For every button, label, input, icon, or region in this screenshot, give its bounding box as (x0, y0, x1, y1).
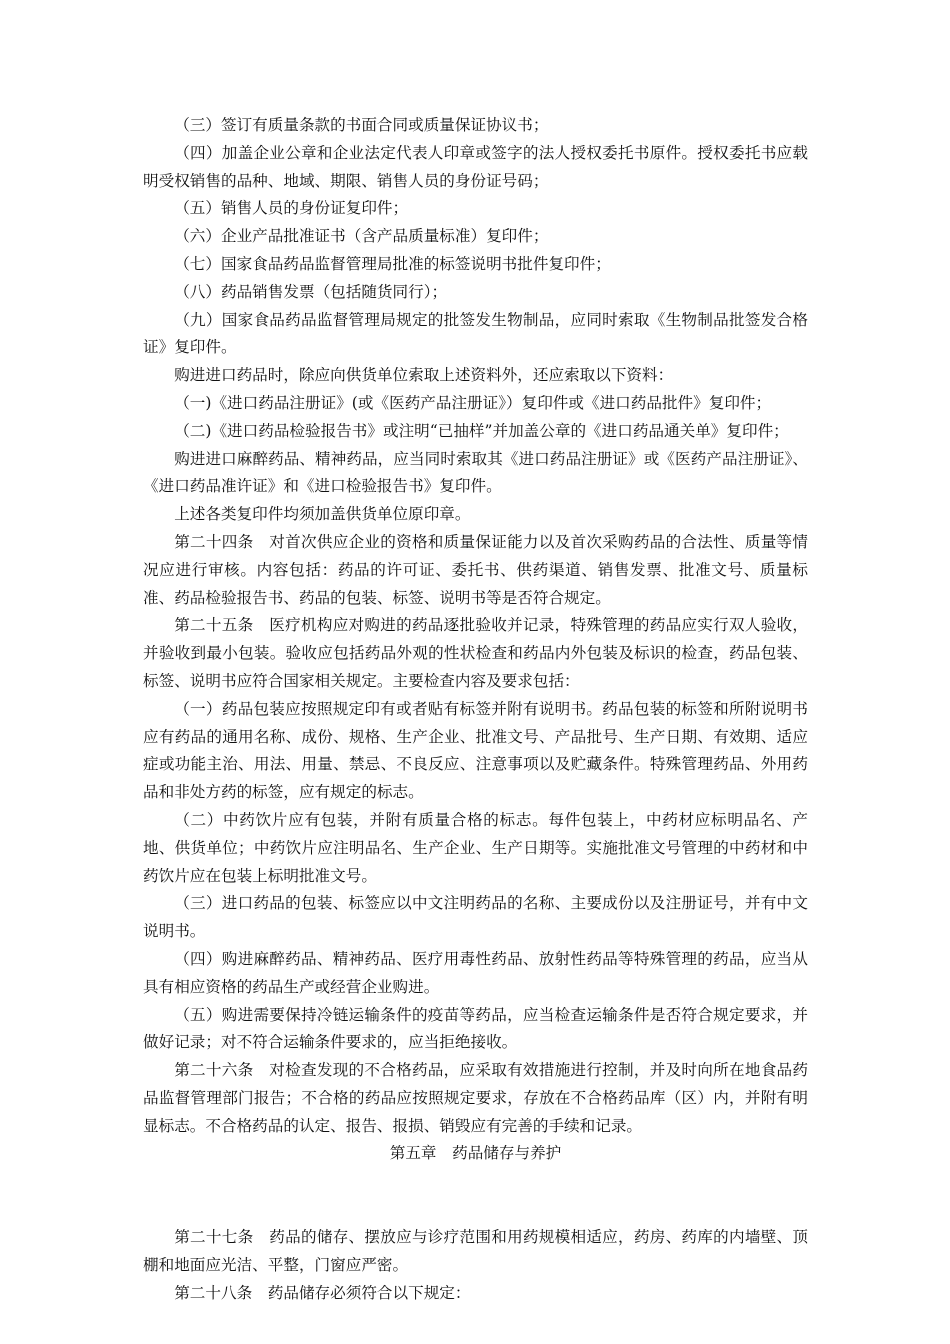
paragraph-import-intro: 购进进口药品时，除应向供货单位索取上述资料外，还应索取以下资料： (174, 366, 674, 385)
chapter-heading: 第五章 药品储存与养护 (389, 1144, 562, 1163)
paragraph-item-9: （九）国家食品药品监督管理局规定的批签发生物制品，应同时索取《生物制品批签发合格证》复印件。 (143, 310, 808, 357)
paragraph-check-item-5: （五）购进需要保持冷链运输条件的疫苗等药品，应当检查运输条件是否符合规定要求，并做好记录；对不符合运输条件要求的，应当拒绝接收。 (143, 1005, 808, 1052)
paragraph-item-6: （六）企业产品批准证书（含产品质量标准）复印件； (174, 227, 549, 246)
document-page (143, 112, 808, 1308)
paragraph-check-item-3: （三）进口药品的包装、标签应以中文注明药品的名称、主要成份以及注册证号，并有中文说明书。 (143, 894, 808, 941)
paragraph-item-8: （八）药品销售发票（包括随货同行）； (174, 282, 448, 301)
paragraph-article-25: 第二十五条 医疗机构应对购进的药品逐批验收并记录，特殊管理的药品应实行双人验收，并验收到最小包装。验收应包括药品外观的性状检查和药品内外包装及标识的检查，药品包装、标签、说明书应符合国家相关规定。主要检查内容及要求包括： (143, 616, 808, 690)
paragraph-item-5: （五）销售人员的身份证复印件； (174, 199, 409, 218)
paragraph-article-24: 第二十四条 对首次供应企业的资格和质量保证能力以及首次采购药品的合法性、质量等情况应进行审核。内容包括：药品的许可证、委托书、供药渠道、销售发票、批准文号、质量标准、药品检验报告书、药品的包装、标签、说明书等是否符合规定。 (143, 532, 808, 607)
paragraph-import-item-2: （二)《进口药品检验报告书》或注明“已抽样”并加盖公章的《进口药品通关单》复印件； (174, 421, 789, 440)
paragraph-item-3: （三）签订有质量条款的书面合同或质量保证协议书； (174, 116, 549, 134)
paragraph-check-item-4: （四）购进麻醉药品、精神药品、医疗用毒性药品、放射性药品等特殊管理的药品，应当从具有相应资格的药品生产或经营企业购进。 (143, 949, 808, 996)
paragraph-article-27: 第二十七条 药品的储存、摆放应与诊疗范围和用药规模相适应，药房、药库的内墙壁、顶棚和地面应光洁、平整，门窗应严密。 (143, 1228, 808, 1275)
paragraph-article-26: 第二十六条 对检查发现的不合格药品，应采取有效措施进行控制，并及时向所在地食品药品监督管理部门报告；不合格的药品应按照规定要求，存放在不合格药品库（区）内，并附有明显标志。不合格药品的认定、报告、报损、销毁应有完善的手续和记录。 (143, 1061, 808, 1135)
blank-space (143, 1168, 808, 1224)
paragraph-import-narcotics: 购进进口麻醉药品、精神药品，应当同时索取其《进口药品注册证》或《医药产品注册证》、《进口药品准许证》和《进口检验报告书》复印件。 (143, 449, 808, 496)
paragraph-check-item-2: （二）中药饮片应有包装，并附有质量合格的标志。每件包装上，中药材应标明品名、产地、供货单位；中药饮片应注明品名、生产企业、生产日期等。实施批准文号管理的中药材和中药饮片应在包装上标明批准文号。 (143, 810, 808, 885)
paragraph-import-item-1: （一)《进口药品注册证》(或《医药产品注册证》）复印件或《进口药品批件》复印件； (174, 393, 772, 412)
paragraph-article-28: 第二十八条 药品储存必须符合以下规定： (174, 1283, 471, 1302)
paragraph-check-item-1: （一）药品包装应按照规定印有或者贴有标签并附有说明书。药品包装的标签和所附说明书应有药品的通用名称、成份、规格、生产企业、批准文号、产品批号、生产日期、有效期、适应症或功能主治、用法、用量、禁忌、不良反应、注意事项以及贮藏条件。特殊管理药品、外用药品和非处方药的标签，应有规定的标志。 (143, 699, 808, 802)
paragraph-item-7: （七）国家食品药品监督管理局批准的标签说明书批件复印件； (174, 254, 611, 273)
paragraph-item-4: （四）加盖企业公章和企业法定代表人印章或签字的法人授权委托书原件。授权委托书应载明受权销售的品种、地域、期限、销售人员的身份证号码； (143, 143, 808, 190)
paragraph-copies-seal: 上述各类复印件均须加盖供货单位原印章。 (174, 505, 471, 524)
